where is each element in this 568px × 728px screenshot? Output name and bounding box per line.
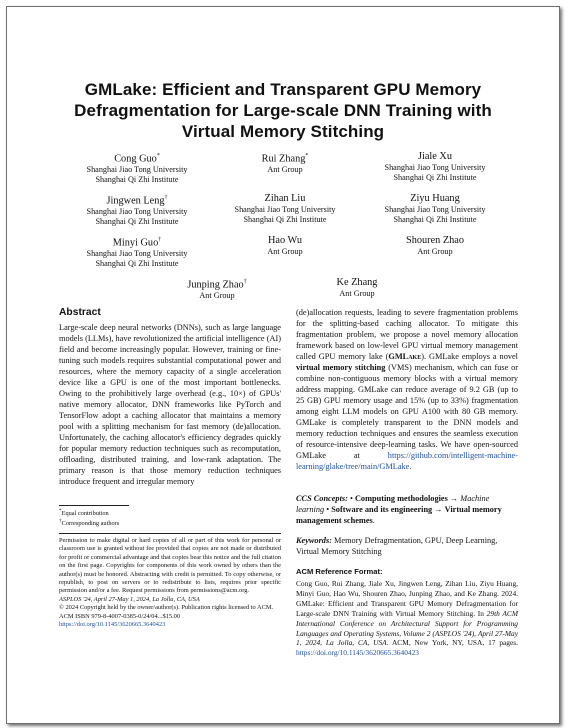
author-name: Hao Wu <box>268 235 302 246</box>
author-affiliation: Shanghai Jiao Tong University <box>86 207 188 217</box>
author-block <box>355 192 515 225</box>
author-block <box>137 276 297 301</box>
footnote-corresponding: †Corresponding authors <box>59 518 120 528</box>
author-mark: * <box>156 153 160 159</box>
acm-reference <box>296 567 518 658</box>
author-name: Junping Zhao† <box>187 279 247 291</box>
author-affiliation: Shanghai Qi Zhi Institute <box>95 175 179 185</box>
author-affiliation: Shanghai Jiao Tong University <box>234 205 336 214</box>
author-name: Ke Zhang <box>336 277 378 288</box>
permission-doi-link[interactable]: https://doi.org/10.1145/3620665.3640423 <box>59 621 166 629</box>
author-affiliation: Shanghai Qi Zhi Institute <box>95 217 179 227</box>
abstract-text-left: Large-scale deep neural networks (DNNs), such as large language models (LLMs), have revolutionized the artificial intelligence (AI) field and become increasingly popular. However, training or fine-tuning such models requires substantial computational power and resources, where the memory capacity of a single acceleration device like a GPU is one of the most important bottlenecks. Owing to the prohibitively large overhead (e.g., 10×) of GPUs' native memory allocator, DNN frameworks like PyTorch and TensorFlow adopt a caching allocator that maintains a memory pool with a splitting mechanism for fast memory (de)allocation. Unfortunately, the caching allocator's efficiency degrades quickly for popular memory reduction techniques such as recomputation, offloading, distributed training, and low-rank adaptation. The primary reason is that those memory reduction techniques introduce frequent and irregular memory <box>59 323 281 486</box>
abstract-section <box>59 307 281 487</box>
permission-rule <box>59 533 281 534</box>
abstract-text-right: (de)allocation requests, leading to severe fragmentation problems for the splitting-based caching allocator. To mitigate this fragmentation problem, we propose a novel memory allocation framework based on low-level GPU virtual memory management called GPU memory lake (GMLake). GMLake employs a novel virtual memory stitching (VMS) mechanism, which can fuse or combine non-contiguous memory blocks with a virtual memory address mapping. GMLake can reduce average of 9.2 GB (up to 25 GB) GPU memory usage and 15% (up to 33%) fragmentation among eight LLM models on GPU A100 with 80 GB memory. GMLake is completely transparent to the DNN models and memory reduction techniques and ensures the seamless execution of resource-intensive deep-learning tasks. We have open-sourced GMLake at https://github.com/intelligent-machine-learning/glake/tree/main/GMLake. <box>296 308 518 471</box>
keywords: Keywords: Memory Defragmentation, GPU, Deep Learning, Virtual Memory Stitching <box>296 536 498 556</box>
author-block <box>57 150 217 185</box>
permission-text: Permission to make digital or hard copies of all or part of this work for personal or classroom use is granted without fee provided that copies are not made or distributed for profit or commercial advantage and that copies bear this notice and the full citation on the first page. Copyrights for components of this work owned by others than the author(s) must be honored. Abstracting with credit is permitted. To copy otherwise, or republish, to post on servers or to redistribute to lists, requires prior specific permission and/or a fee. Request permissions from permissions@acm.org. <box>59 537 281 595</box>
author-mark: * <box>305 153 309 159</box>
author-mark: † <box>158 237 162 243</box>
author-mark: † <box>164 195 168 201</box>
reference-heading: ACM Reference Format: <box>296 567 383 576</box>
author-mark: † <box>243 279 247 285</box>
author-affiliation: Ant Group <box>339 289 375 298</box>
author-affiliation: Shanghai Qi Zhi Institute <box>393 215 477 224</box>
author-name: Rui Zhang* <box>261 153 309 165</box>
author-affiliation: Ant Group <box>267 247 303 256</box>
author-affiliation: Shanghai Jiao Tong University <box>86 249 188 259</box>
author-affiliation: Shanghai Qi Zhi Institute <box>393 173 477 182</box>
author-block <box>57 192 217 227</box>
permission-venue: ASPLOS '24, April 27-May 1, 2024, La Jolla, CA, USA <box>59 595 200 603</box>
author-name: Shouren Zhao <box>405 235 465 246</box>
paper-page <box>6 6 560 724</box>
paper-title: GMLake: Efficient and Transparent GPU Memory Defragmentation for Large-scale DNN Training with Virtual Memory Stitching <box>74 80 492 141</box>
author-name: Minyi Guo† <box>112 237 162 249</box>
reference-doi-link[interactable]: https://doi.org/10.1145/3620665.3640423 <box>296 648 419 658</box>
permission-copyright: © 2024 Copyright held by the owner/author(s). Publication rights licensed to ACM. <box>59 604 274 612</box>
footnotes <box>59 505 281 528</box>
abstract-heading: Abstract <box>59 307 101 318</box>
author-block <box>205 150 365 175</box>
author-name: Cong Guo* <box>114 153 160 165</box>
permission-block <box>59 533 281 629</box>
author-block <box>205 192 365 225</box>
footnote-rule <box>59 505 129 506</box>
author-name: Jingwen Leng† <box>106 195 168 207</box>
author-affiliation: Ant Group <box>199 291 235 301</box>
author-block <box>355 234 515 257</box>
author-name: Ziyu Huang <box>410 193 460 204</box>
author-affiliation: Shanghai Jiao Tong University <box>384 163 486 172</box>
author-affiliation: Shanghai Jiao Tong University <box>86 165 188 175</box>
author-block <box>355 150 515 183</box>
footnote-equal: *Equal contribution <box>59 508 109 518</box>
permission-isbn: ACM ISBN 979-8-4007-0385-0/24/04...$15.00 <box>59 612 181 620</box>
author-block <box>57 234 217 269</box>
author-affiliation: Shanghai Qi Zhi Institute <box>243 215 327 224</box>
author-name: Zihan Liu <box>264 193 306 204</box>
author-affiliation: Shanghai Qi Zhi Institute <box>95 259 179 269</box>
github-link[interactable]: https://github.com/intelligent-machine-learning/glake/tree/main/GMLake <box>296 451 518 471</box>
author-affiliation: Ant Group <box>267 165 303 175</box>
author-block <box>277 276 437 299</box>
author-block <box>205 234 365 257</box>
ccs-concepts: CCS Concepts: • Computing methodologies → Machine learning • Software and its engineering → Virtual memory management schemes. <box>296 494 502 525</box>
author-name: Jiale Xu <box>417 151 453 162</box>
reference-text: Cong Guo, Rui Zhang, Jiale Xu, Jingwen Leng, Zihan Liu, Ziyu Huang, Minyi Guo, Hao Wu, Shouren Zhao, Junping Zhao, and Ke Zhang. 2024. GMLake: Efficient and Transparent GPU Memory Defragmentation for Large-scale DNN Training with Virtual Memory Stitching. In 29th ACM International Conference on Architectural Support for Programming Languages and Operating Systems, Volume 2 (ASPLOS '24), April 27-May 1, 2024, La Jolla, CA, USA. ACM, New York, NY, USA, 17 pages. https://doi.org/10.1145/3620665.3640423 <box>296 579 518 658</box>
author-affiliation: Shanghai Jiao Tong University <box>384 205 486 214</box>
author-affiliation: Ant Group <box>417 247 453 256</box>
